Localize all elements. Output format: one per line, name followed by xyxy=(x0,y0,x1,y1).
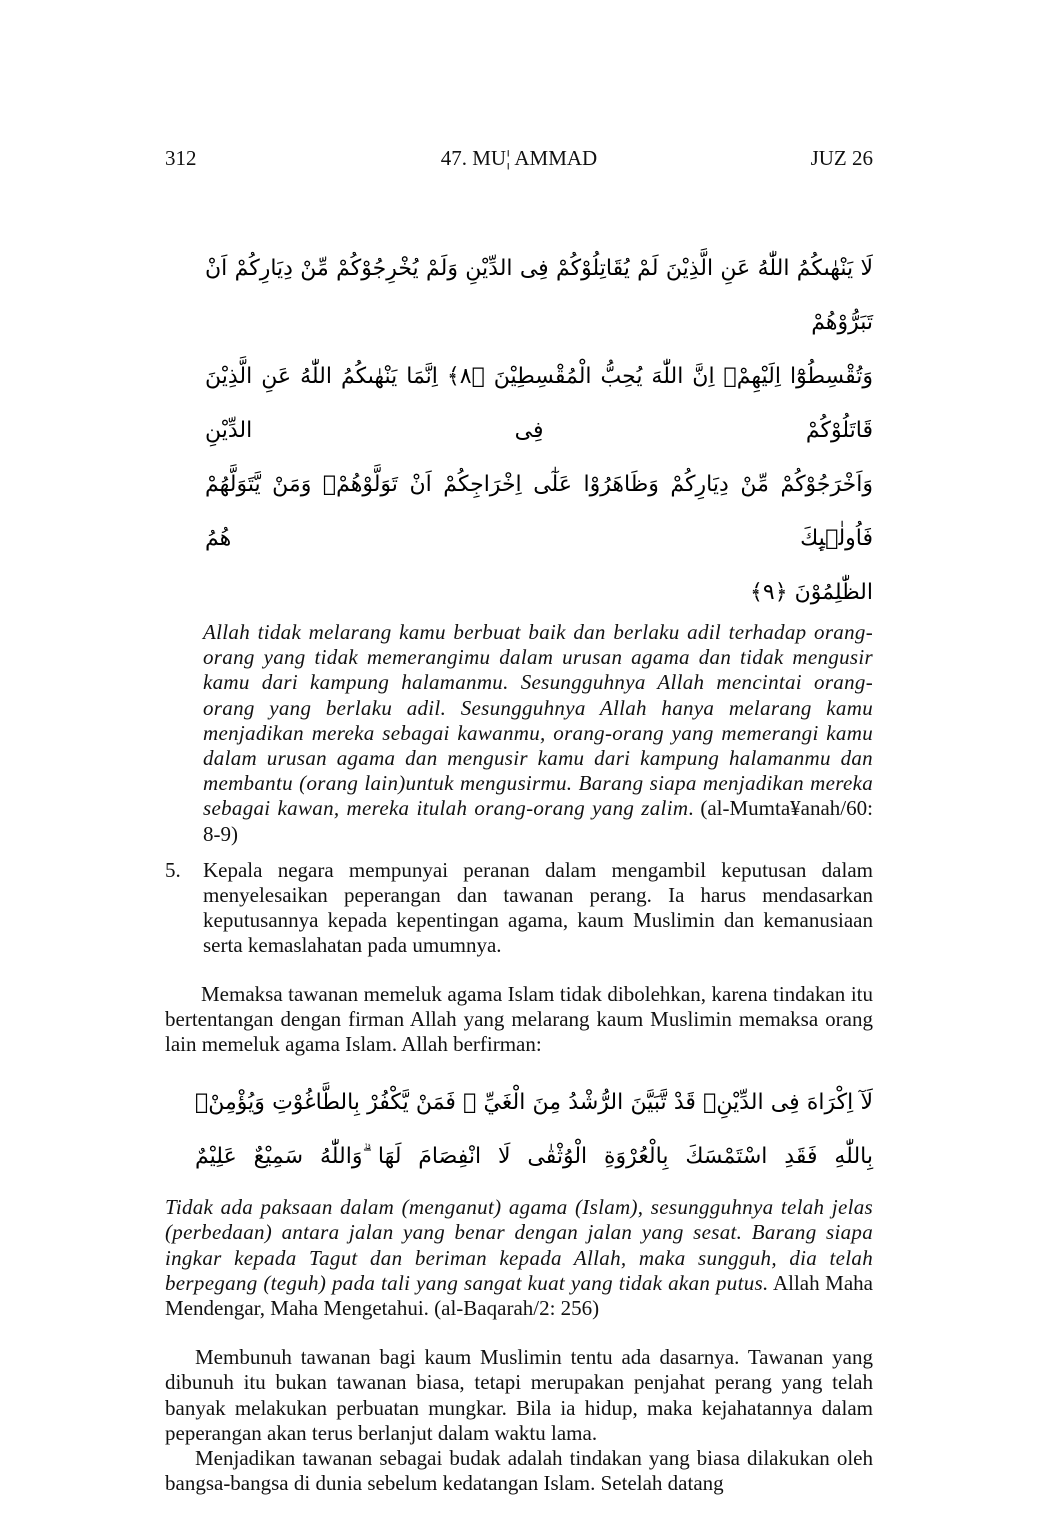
verse-reference: . (al-Mumta¥anah/60: 8-9) xyxy=(203,796,873,846)
paragraph: Menjadikan tawanan sebagai budak adalah tindakan yang biasa dilakukan oleh bangsa-bangsa di dunia sebelum kedatangan Islam. Setelah datang xyxy=(165,1446,873,1496)
translation-baqarah xyxy=(165,1195,873,1321)
running-header xyxy=(165,146,873,171)
translation-mumtahanah xyxy=(203,620,873,847)
juz-label: JUZ 26 xyxy=(810,146,873,170)
arabic-line: بِاللّٰهِ فَقَدِ اسْتَمْسَكَ بِالْعُرْوَةِ الْوُثْقٰى لَا انْفِصَامَ لَهَا ۗوَاللّٰهُ سَمِيْعٌ عَلِيْمٌ xyxy=(195,1144,873,1170)
list-item-text: Kepala negara mempunyai peranan dalam mengambil keputusan dalam menyelesaikan peperangan dan tawanan perang. Ia harus mendasarkan keputusannya kepada kepentingan agama, kaum Muslimin dan kemanusiaan serta kemaslahatan pada umumnya. xyxy=(203,857,873,958)
paragraph: Memaksa tawanan memeluk agama Islam tidak dibolehkan, karena tindakan itu bertentangan dengan firman Allah yang melarang kaum Muslimin memaksa orang lain memeluk agama Islam. Allah berfirman: xyxy=(165,981,873,1057)
arabic-verse-baqarah xyxy=(195,1076,873,1184)
arabic-line: وَاَخْرَجُوْكُمْ مِّنْ دِيَارِكُمْ وَظَاهَرُوْا عَلٰٓى اِخْرَاجِكُمْ اَنْ تَوَلَّوْهُمْۚ وَمَنْ يَّتَوَلَّهُمْ فَاُولٰۤىِٕكَ هُمُ xyxy=(205,472,873,551)
arabic-verse-mumtahanah xyxy=(205,242,873,620)
paragraph: Membunuh tawanan bagi kaum Muslimin tentu ada dasarnya. Tawanan yang dibunuh itu bukan tawanan biasa, tetapi merupakan penjahat perang yang telah banyak melakukan perbuatan mungkar. Bila ia hidup, maka kejahatannya dalam peperangan akan terus berlanjut dalam waktu lama. xyxy=(165,1345,873,1445)
page-number: 312 xyxy=(165,146,197,170)
verse-reference: Allah Maha Mendengar, Maha Mengetahui. (al-Baqarah/2: 256) xyxy=(165,1270,873,1321)
arabic-line: وَتُقْسِطُوْٓا اِلَيْهِمْۗ اِنَّ اللّٰهَ يُحِبُّ الْمُقْسِطِيْنَ ﴿٨﴾ اِنَّمَا يَنْهٰىكُمُ اللّٰهُ عَنِ الَّذِيْنَ قَاتَلُوْكُمْ فِى الدِّيْنِ xyxy=(205,364,873,443)
list-number: 5. xyxy=(165,857,181,882)
arabic-line: لَآ اِكْرَاهَ فِى الدِّيْنِۗ قَدْ تَّبَيَّنَ الرُّشْدُ مِنَ الْغَيِّ ۚ فَمَنْ يَّكْفُرْ بِالطَّاغُوْتِ وَيُؤْمِنْۢ xyxy=(195,1090,873,1116)
translation-text: Tidak ada paksaan dalam (menganut) agama (Islam), sesungguhnya telah jelas (perbedaan) antara jalan yang benar dengan jalan yang sesat. Barang siapa ingkar kepada Tagut dan beriman kepada Allah, maka sungguh, dia telah berpegang (teguh) pada tali yang sangat kuat yang tidak akan putus. xyxy=(165,1195,873,1295)
translation-text: Allah tidak melarang kamu berbuat baik dan berlaku adil terhadap orang-orang yang tidak memerangimu dalam urusan agama dan tidak mengusir kamu dari kampung halamanmu. Sesungguhnya Allah mencintai orang-orang yang berlaku adil. Sesungguhnya Allah hanya melarang kamu menjadikan mereka sebagai kawanmu, orang-orang yang memerangi kamu dalam urusan agama dan mengusir kamu dari kampung halamanmu dan membantu (orang lain)untuk mengusirmu. Barang siapa menjadikan mereka sebagai kawan, mereka itulah orang-orang yang zalim xyxy=(203,620,873,821)
list-item xyxy=(165,858,873,959)
arabic-line: الظّٰلِمُوْنَ ﴿٩﴾ xyxy=(750,580,873,605)
arabic-line: لَا يَنْهٰىكُمُ اللّٰهُ عَنِ الَّذِيْنَ لَمْ يُقَاتِلُوْكُمْ فِى الدِّيْنِ وَلَمْ يُخْرِجُوْكُمْ مِّنْ دِيَارِكُمْ اَنْ تَبَرُّوْهُمْ xyxy=(205,256,873,335)
chapter-title: 47. MU¦ AMMAD xyxy=(440,146,598,170)
